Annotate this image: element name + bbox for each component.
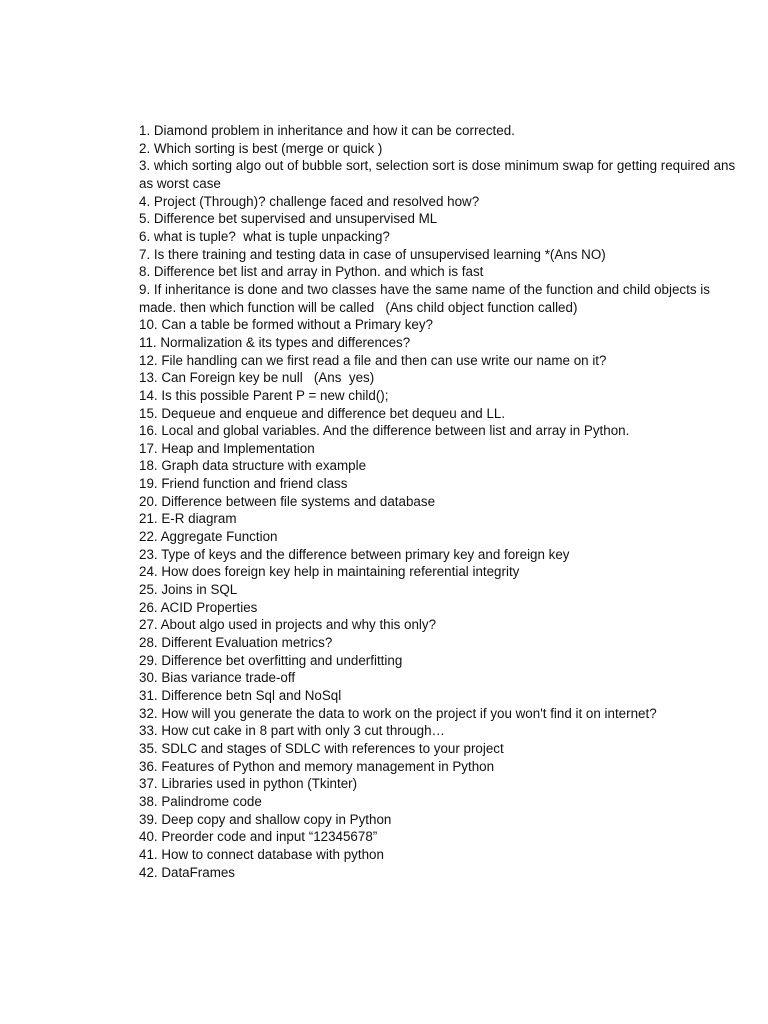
list-item: 28. Different Evaluation metrics? [139,635,333,651]
list-item: 32. How will you generate the data to work on the project if you won't find it on internet? [139,705,657,721]
list-item: 12. File handling can we first read a file and then can use write our name on it? [139,352,607,368]
question-list [139,122,739,881]
list-item: 39. Deep copy and shallow copy in Python [139,811,392,827]
list-item: 17. Heap and Implementation [139,440,315,456]
list-item: 2. Which sorting is best (merge or quick ) [139,140,383,156]
list-item: 11. Normalization & its types and differences? [139,334,411,350]
list-item: 18. Graph data structure with example [139,458,367,474]
list-item: 6. what is tuple? what is tuple unpacking? [139,228,390,244]
list-item: 13. Can Foreign key be null (Ans yes) [139,370,375,386]
list-item: 40. Preorder code and input “12345678” [139,829,378,845]
list-item: 26. ACID Properties [139,599,258,615]
list-item: 36. Features of Python and memory management in Python [139,758,495,774]
list-item: 42. DataFrames [139,864,236,880]
list-item: 41. How to connect database with python [139,846,384,862]
list-item: 38. Palindrome code [139,793,262,809]
list-item: 9. If inheritance is done and two classes have the same name of the function and child objects is made. then which function will be called (Ans child object function called) [139,281,714,315]
list-item: 21. E-R diagram [139,511,237,527]
list-item: 16. Local and global variables. And the difference between list and array in Python. [139,423,630,439]
list-item: 7. Is there training and testing data in case of unsupervised learning *(Ans NO) [139,246,606,262]
list-item: 10. Can a table be formed without a Primary key? [139,317,433,333]
list-item: 8. Difference bet list and array in Python. and which is fast [139,264,484,280]
list-item: 31. Difference betn Sql and NoSql [139,688,342,703]
list-item: 3. which sorting algo out of bubble sort, selection sort is dose minimum swap for getting required ans as worst case [139,158,739,191]
list-item: 20. Difference between file systems and database [139,493,436,509]
list-item: 27. About algo used in projects and why this only? [139,617,437,633]
list-item: 15. Dequeue and enqueue and difference bet dequeu and LL. [139,405,506,421]
list-item: 4. Project (Through)? challenge faced and resolved how? [139,193,480,209]
list-item: 24. How does foreign key help in maintaining referential integrity [139,564,520,580]
list-item: 23. Type of keys and the difference between primary key and foreign key [139,546,570,562]
list-item: 5. Difference bet supervised and unsupervised ML [139,211,438,227]
list-item: 29. Difference bet overfitting and underfitting [139,652,403,668]
list-item: 14. Is this possible Parent P = new child(); [139,387,389,403]
list-item: 33. How cut cake in 8 part with only 3 cut through… [139,723,445,739]
list-item: 37. Libraries used in python (Tkinter) [139,776,358,792]
list-item: 22. Aggregate Function [139,529,278,545]
list-item: 19. Friend function and friend class [139,476,348,492]
list-item: 1. Diamond problem in inheritance and how it can be corrected. [139,123,515,138]
list-item: 30. Bias variance trade-off [139,670,296,686]
list-item: 35. SDLC and stages of SDLC with references to your project [139,740,504,756]
list-item: 25. Joins in SQL [139,582,238,598]
